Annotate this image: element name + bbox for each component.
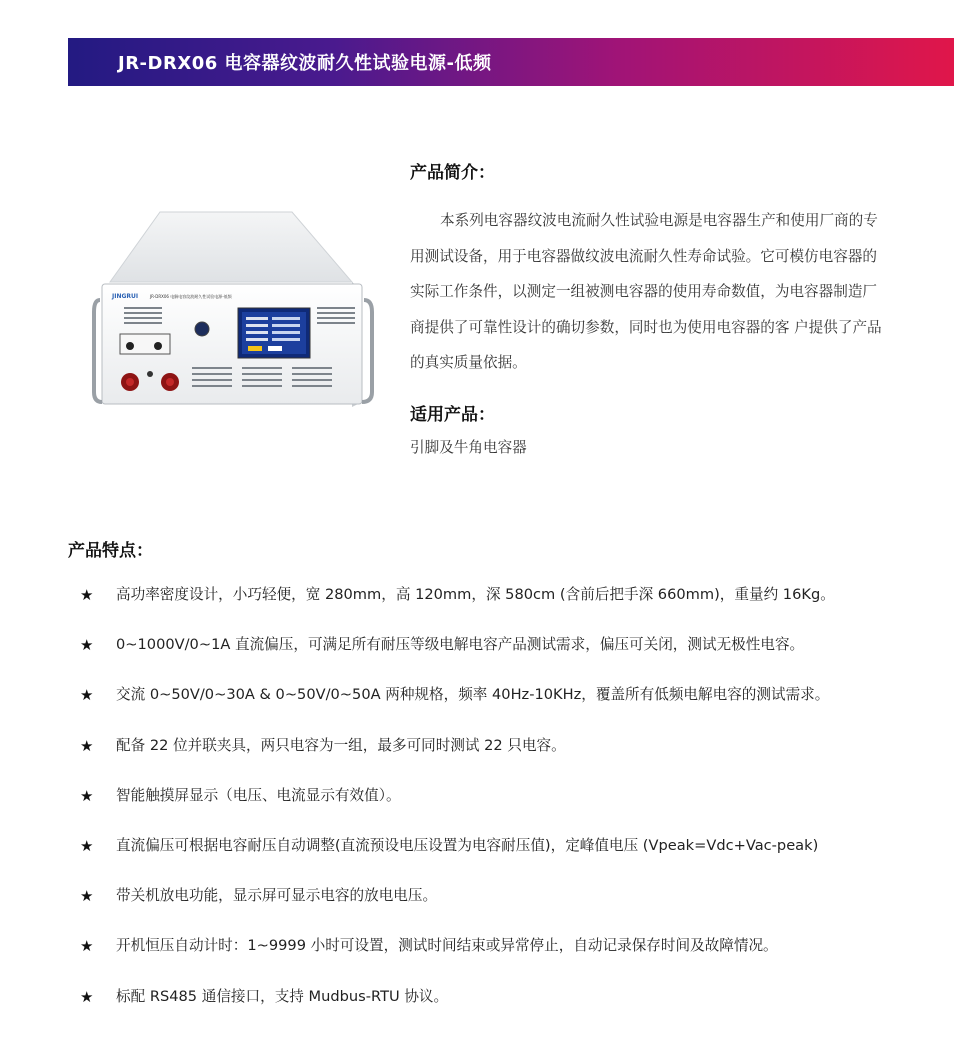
- device-brand: JINGRUI: [112, 293, 139, 300]
- star-icon: ★: [80, 736, 94, 755]
- list-item: [80, 634, 950, 684]
- feature-text: 高功率密度设计，小巧轻便，宽 280mm，高 120mm，深 580cm (含前后把手深 660mm)，重量约 16Kg。: [116, 586, 835, 603]
- star-icon: ★: [80, 937, 94, 956]
- star-icon: ★: [80, 836, 94, 855]
- applicable-text: 引脚及牛角电容器: [410, 439, 527, 456]
- star-icon: ★: [80, 636, 94, 655]
- feature-text: 带关机放电功能，显示屏可显示电容的放电电压。: [116, 887, 438, 905]
- feature-text: 0~1000V/0~1A 直流偏压，可满足所有耐压等级电解电容产品测试需求，偏压可关闭，测试无极性电容。: [116, 636, 805, 654]
- star-icon: ★: [80, 586, 94, 604]
- star-icon: ★: [80, 887, 94, 906]
- feature-text: 配备 22 位并联夹具，两只电容为一组，最多可同时测试 22 只电容。: [116, 736, 566, 754]
- title-banner: [68, 38, 954, 86]
- list-item: [80, 584, 950, 634]
- list-item: [80, 986, 950, 1036]
- feature-text: 标配 RS485 通信接口，支持 Mudbus-RTU 协议。: [116, 987, 449, 1005]
- list-item: [80, 735, 950, 785]
- feature-text: 交流 0~50V/0~30A & 0~50V/0~50A 两种规格，频率 40Hz-10KHz，覆盖所有低频电解电容的测试需求。: [116, 686, 830, 704]
- list-item: [80, 785, 950, 835]
- features-list: [80, 584, 950, 1036]
- device-panel-text: JR-DRX06 电解电容纹波耐久性试验电源-低频: [150, 294, 232, 299]
- star-icon: ★: [80, 686, 94, 705]
- list-item: [80, 835, 950, 885]
- star-icon: ★: [80, 987, 94, 1006]
- applicable-heading: 适用产品：: [410, 405, 495, 425]
- star-icon: ★: [80, 786, 94, 805]
- intro-paragraph: 本系列电容器纹波电流耐久性试验电源是电容器生产和使用厂商的专用测试设备，用于电容器做纹波电流耐久性寿命试验。它可模仿电容器的实际工作条件，以测定一组被测电容器的使用寿命数值，为电容器制造厂商提供了可靠性设计的确切参数，同时也为使用电容器的客 户提供了产品的真实质量依据。: [410, 212, 882, 372]
- list-item: [80, 885, 950, 935]
- features-heading: 产品特点：: [68, 541, 153, 561]
- feature-text: 智能触摸屏显示（电压、电流显示有效值）。: [116, 786, 401, 804]
- list-item: [80, 684, 950, 734]
- feature-text: 开机恒压自动计时：1~9999 小时可设置，测试时间结束或异常停止，自动记录保存时间及故障情况。: [116, 937, 778, 955]
- feature-text: 直流偏压可根据电容耐压自动调整(直流预设电压设置为电容耐压值)，定峰值电压 (Vpeak=Vdc+Vac-peak): [116, 836, 819, 854]
- page-title: JR-DRX06 电容器纹波耐久性试验电源-低频: [118, 53, 492, 74]
- intro-heading: 产品简介：: [410, 163, 495, 183]
- power-supply-device-photo: [92, 202, 378, 412]
- list-item: [80, 935, 950, 985]
